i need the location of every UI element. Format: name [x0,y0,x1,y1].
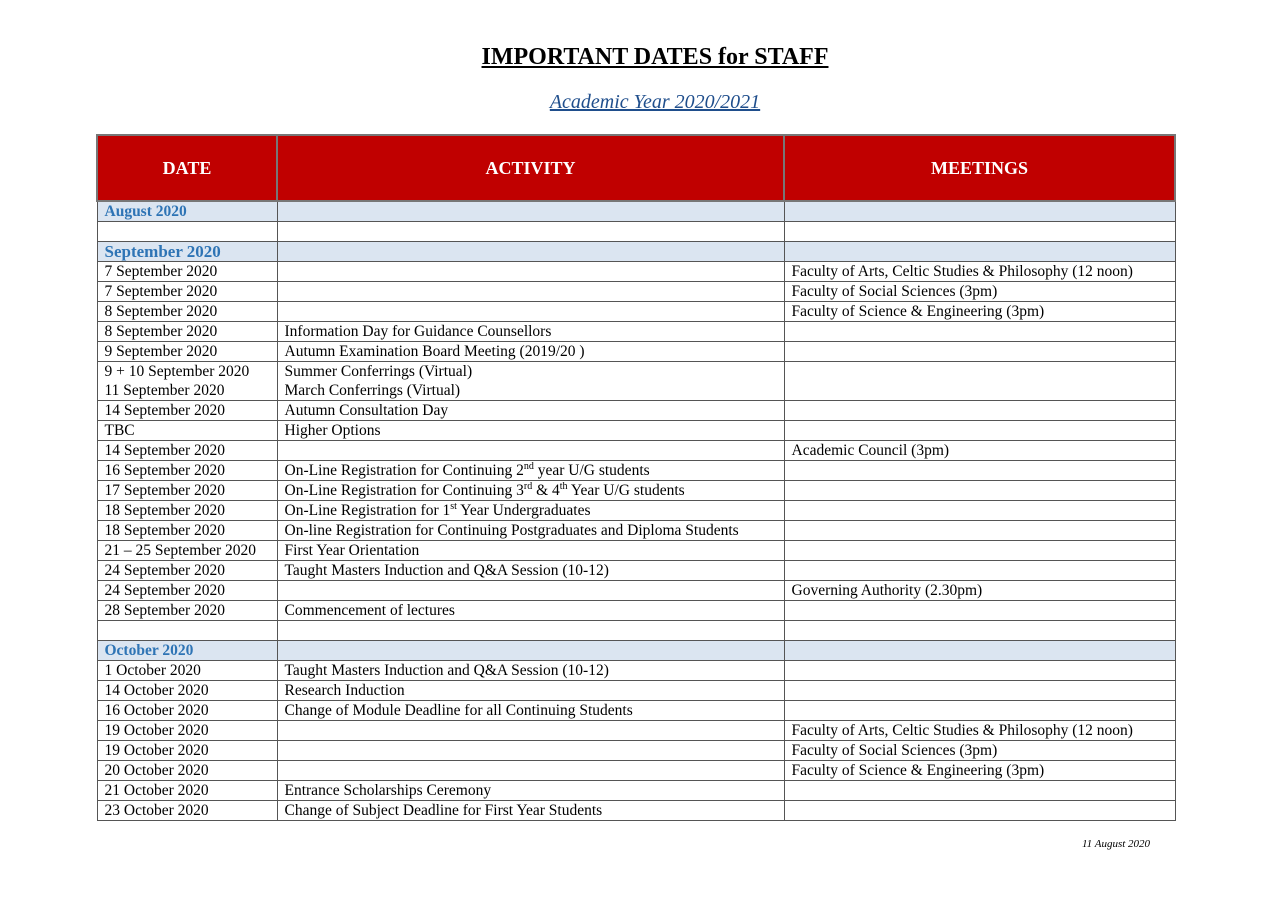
table-body [97,201,1175,821]
table-row [97,581,1175,601]
meeting-cell [784,481,1175,501]
meeting-cell [784,201,1175,222]
ordinal-suffix: nd [523,460,534,472]
meeting-cell [784,781,1175,801]
table-row [97,741,1175,761]
activity-cell [277,461,784,481]
meeting-cell: Academic Council (3pm) [784,441,1175,461]
table-row [97,561,1175,581]
meeting-cell [784,401,1175,421]
date-cell: 17 September 2020 [97,481,277,501]
meeting-cell [784,601,1175,621]
activity-cell: On-line Registration for Continuing Postgraduates and Diploma Students [277,521,784,541]
meeting-cell: Faculty of Science & Engineering (3pm) [784,302,1175,322]
table-row [97,801,1175,821]
date-cell: 7 September 2020 [97,282,277,302]
activity-text: Year U/G students [567,482,685,499]
date-cell: 8 September 2020 [97,322,277,342]
activity-cell [277,501,784,521]
activity-cell: Change of Subject Deadline for First Year Students [277,801,784,821]
meeting-cell [784,641,1175,661]
activity-cell: First Year Orientation [277,541,784,561]
meeting-cell: Governing Authority (2.30pm) [784,581,1175,601]
table-header-row [97,135,1175,201]
activity-cell [277,721,784,741]
date-cell: 8 September 2020 [97,302,277,322]
table-row [97,601,1175,621]
column-header-activity: ACTIVITY [277,135,784,201]
ordinal-suffix: th [559,480,568,492]
meeting-cell [784,701,1175,721]
table-row [97,481,1175,501]
column-header-date: DATE [97,135,277,201]
month-label: September 2020 [97,242,277,262]
table-row [97,302,1175,322]
date-cell: 24 September 2020 [97,561,277,581]
column-header-meetings: MEETINGS [784,135,1175,201]
activity-text: On-Line Registration for 1 [284,502,451,519]
month-row [97,242,1175,262]
dates-table [96,134,1176,821]
activity-cell [277,441,784,461]
date-cell: 18 September 2020 [97,501,277,521]
table-row [97,701,1175,721]
meeting-cell [784,801,1175,821]
date-cell: 1 October 2020 [97,661,277,681]
activity-cell: Commencement of lectures [277,601,784,621]
table-row [97,461,1175,481]
activity-text: & 4 [532,482,560,499]
activity-cell [277,242,784,262]
activity-cell: Higher Options [277,421,784,441]
activity-cell: Change of Module Deadline for all Continuing Students [277,701,784,721]
meeting-cell: Faculty of Social Sciences (3pm) [784,741,1175,761]
activity-line: March Conferrings (Virtual) [284,382,461,399]
date-cell: 19 October 2020 [97,741,277,761]
date-cell: 9 September 2020 [97,342,277,362]
table-row [97,282,1175,302]
activity-cell [277,761,784,781]
ordinal-suffix: rd [523,480,533,492]
date-cell: 21 October 2020 [97,781,277,801]
activity-cell: Autumn Examination Board Meeting (2019/20 ) [277,342,784,362]
month-label: August 2020 [97,201,277,222]
activity-cell [277,282,784,302]
date-cell [97,222,277,242]
activity-cell [277,641,784,661]
meeting-cell [784,342,1175,362]
meeting-cell: Faculty of Arts, Celtic Studies & Philosophy (12 noon) [784,262,1175,282]
activity-cell [277,581,784,601]
activity-text: year U/G students [533,462,650,479]
activity-cell [277,621,784,641]
activity-cell: Autumn Consultation Day [277,401,784,421]
activity-line: Summer Conferrings (Virtual) [284,363,473,380]
table-row [97,521,1175,541]
activity-text: On-Line Registration for Continuing 3 [284,482,524,499]
activity-cell: Taught Masters Induction and Q&A Session (10-12) [277,561,784,581]
activity-cell: Entrance Scholarships Ceremony [277,781,784,801]
meeting-cell [784,362,1175,401]
table-row [97,421,1175,441]
date-cell [97,362,277,401]
date-cell [97,621,277,641]
meeting-cell [784,461,1175,481]
meeting-cell [784,681,1175,701]
table-row [97,721,1175,741]
activity-text: On-Line Registration for Continuing 2 [284,462,524,479]
meeting-cell: Faculty of Social Sciences (3pm) [784,282,1175,302]
table-row [97,342,1175,362]
month-row [97,201,1175,222]
footer-date: 11 August 2020 [1082,838,1151,850]
blank-row [97,222,1175,242]
meeting-cell [784,621,1175,641]
date-cell: 20 October 2020 [97,761,277,781]
date-cell: 16 October 2020 [97,701,277,721]
date-cell: 16 September 2020 [97,461,277,481]
table-row [97,661,1175,681]
table-row [97,681,1175,701]
table-row [97,781,1175,801]
activity-cell [277,222,784,242]
date-cell: 19 October 2020 [97,721,277,741]
document-title: IMPORTANT DATES for STAFF [481,44,829,70]
meeting-cell: Faculty of Science & Engineering (3pm) [784,761,1175,781]
date-line: 11 September 2020 [104,382,225,399]
activity-cell: Information Day for Guidance Counsellors [277,322,784,342]
meeting-cell [784,521,1175,541]
meeting-cell [784,421,1175,441]
date-cell: 18 September 2020 [97,521,277,541]
table-row [97,262,1175,282]
date-cell: 14 September 2020 [97,401,277,421]
month-label: October 2020 [97,641,277,661]
date-cell: 24 September 2020 [97,581,277,601]
table-row [97,501,1175,521]
activity-cell [277,262,784,282]
activity-cell [277,362,784,401]
table-row [97,362,1175,401]
ordinal-suffix: st [450,500,457,512]
activity-cell [277,741,784,761]
date-cell: TBC [97,421,277,441]
document-subtitle: Academic Year 2020/2021 [549,91,761,113]
meeting-cell: Faculty of Arts, Celtic Studies & Philosophy (12 noon) [784,721,1175,741]
table-row [97,401,1175,421]
date-cell: 14 September 2020 [97,441,277,461]
activity-cell [277,481,784,501]
date-cell: 21 – 25 September 2020 [97,541,277,561]
date-cell: 23 October 2020 [97,801,277,821]
date-line: 9 + 10 September 2020 [104,363,250,380]
meeting-cell [784,501,1175,521]
table-row [97,761,1175,781]
table-row [97,322,1175,342]
table-row [97,541,1175,561]
activity-cell: Taught Masters Induction and Q&A Session (10-12) [277,661,784,681]
activity-cell: Research Induction [277,681,784,701]
table-row [97,441,1175,461]
meeting-cell [784,222,1175,242]
activity-text: Year Undergraduates [456,502,591,519]
month-row [97,641,1175,661]
date-cell: 7 September 2020 [97,262,277,282]
date-cell: 28 September 2020 [97,601,277,621]
date-cell: 14 October 2020 [97,681,277,701]
meeting-cell [784,561,1175,581]
meeting-cell [784,661,1175,681]
activity-cell [277,201,784,222]
meeting-cell [784,322,1175,342]
activity-cell [277,302,784,322]
meeting-cell [784,242,1175,262]
meeting-cell [784,541,1175,561]
blank-row [97,621,1175,641]
